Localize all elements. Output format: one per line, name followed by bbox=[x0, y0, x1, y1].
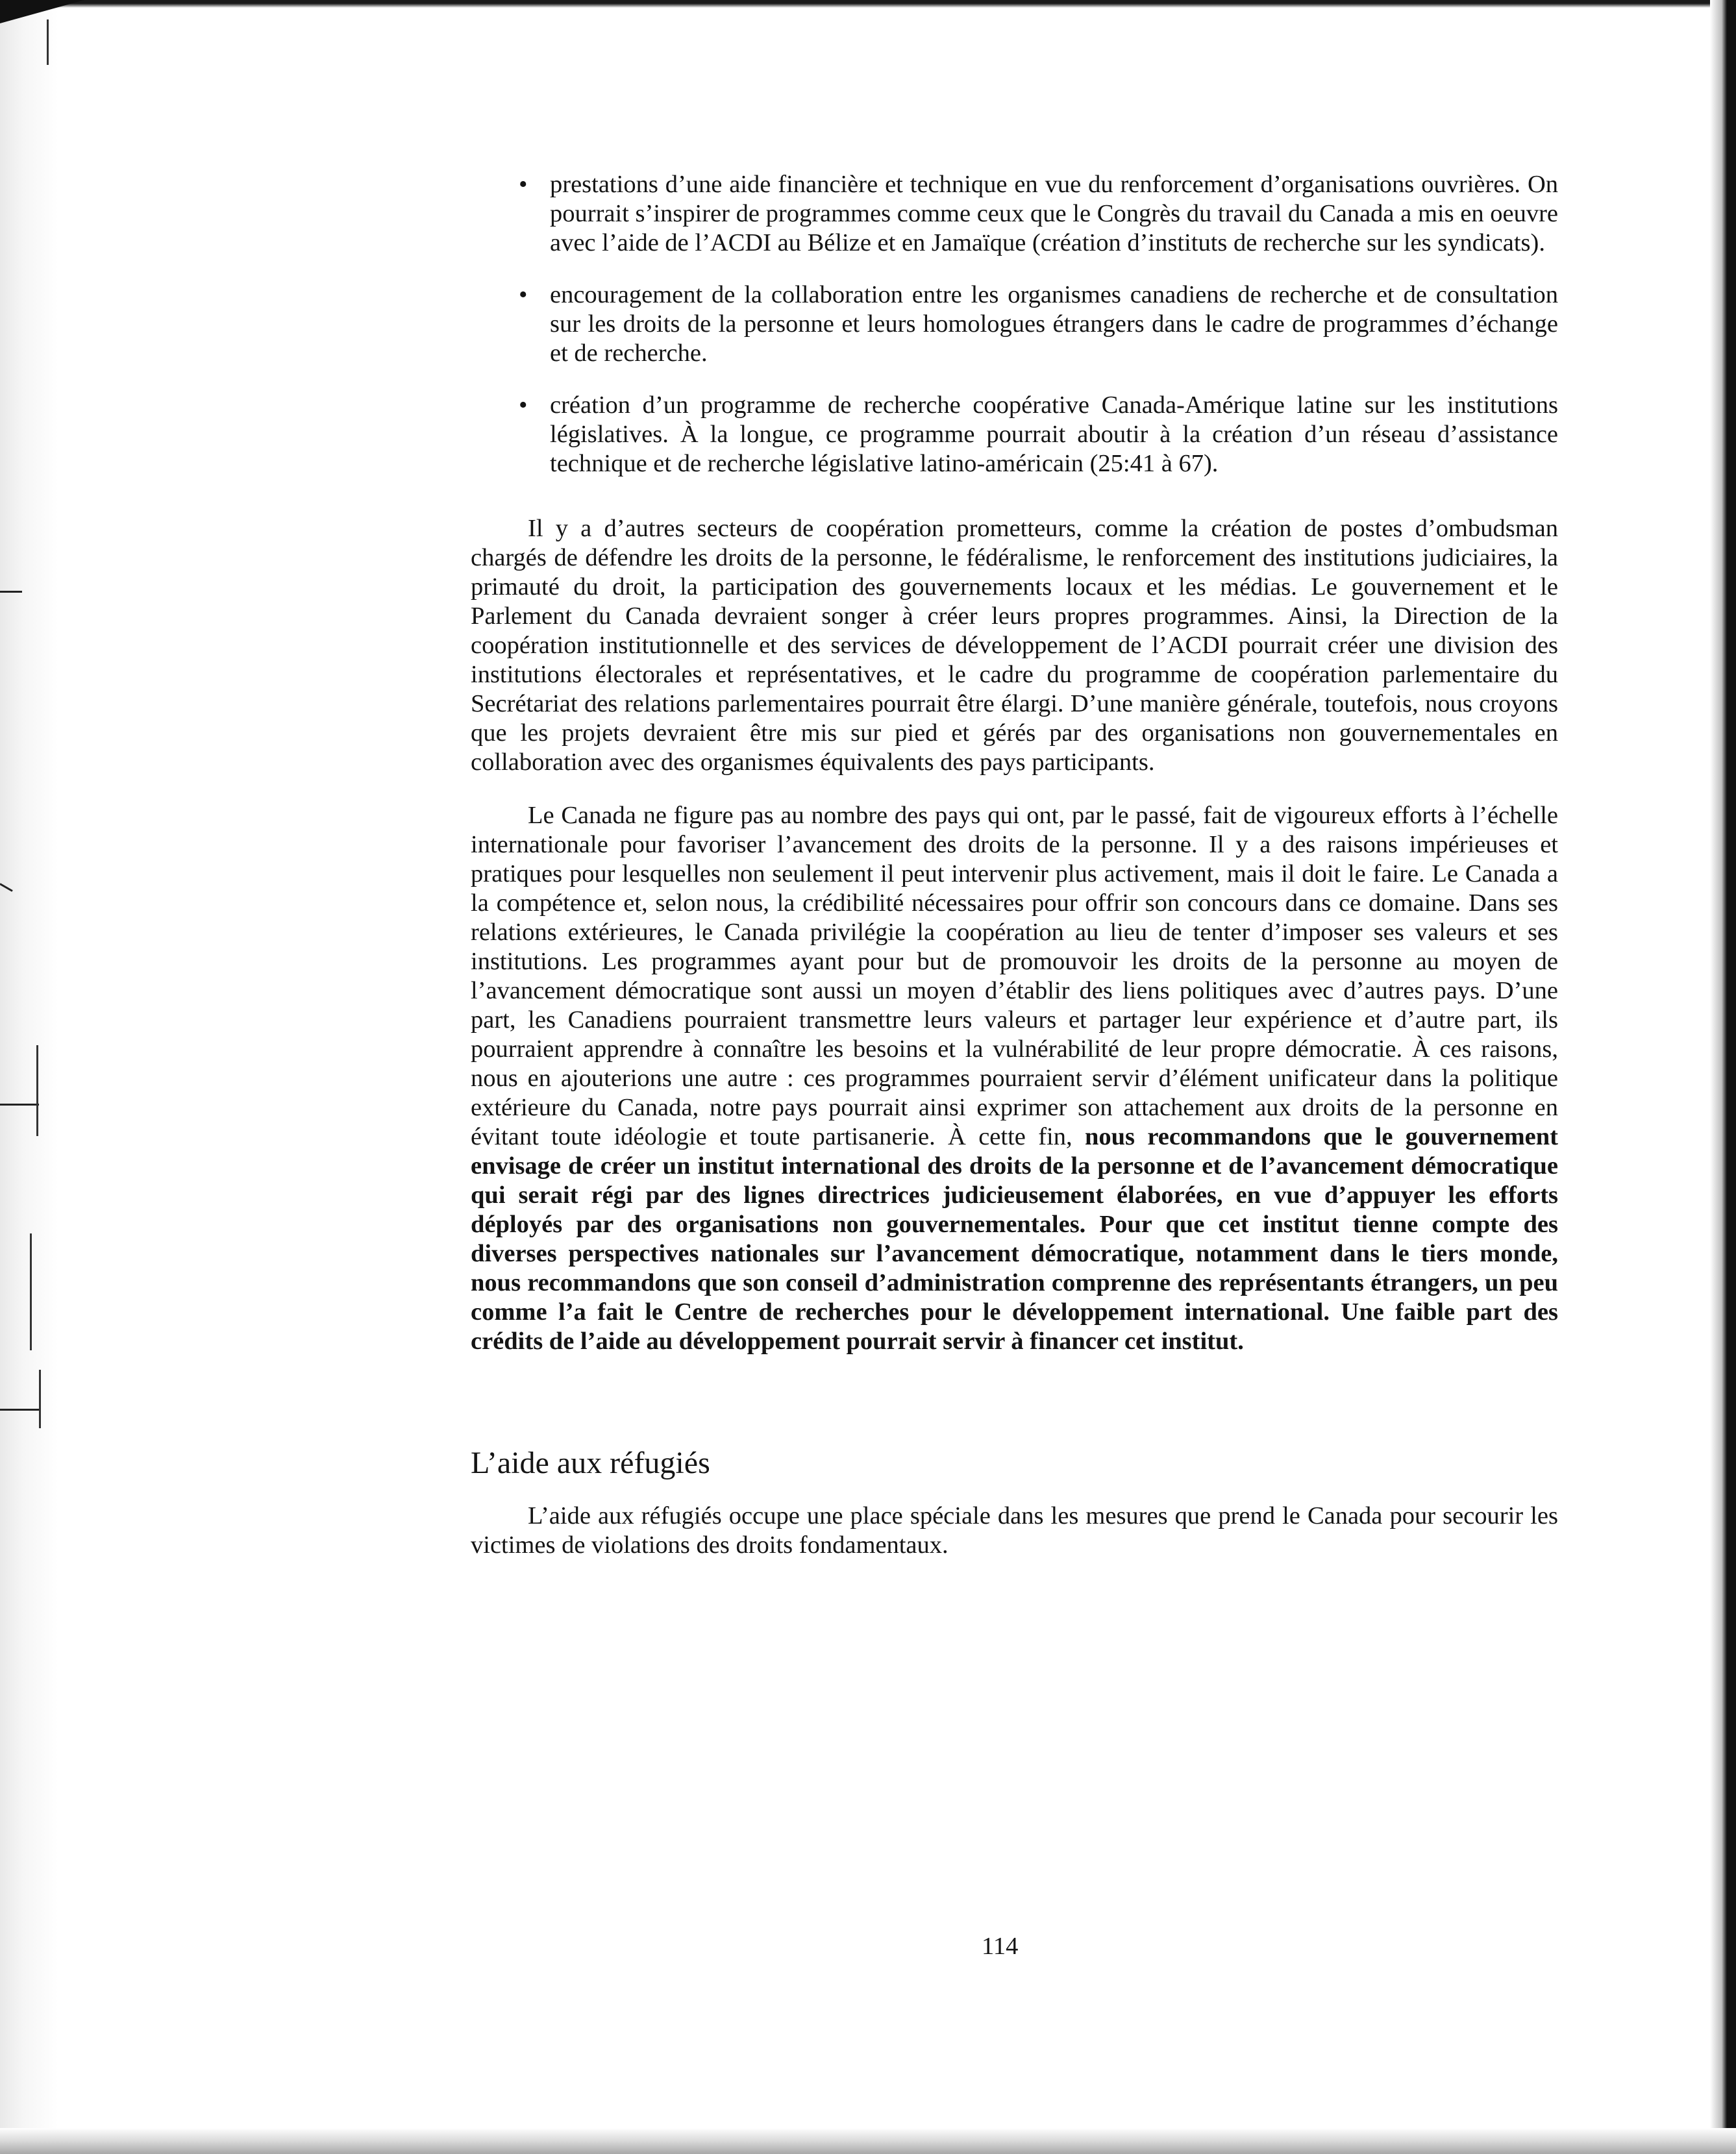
scan-bottom-edge bbox=[0, 2128, 1736, 2154]
scan-left-margin-shadow bbox=[0, 0, 58, 2154]
paragraph-text: pourrait créer une division des institutions électorales et représentatives, et le cadre du programme de coopération parlementaire du Secrétariat des relations parlementaires pourrait être élargi. D’une manière générale, toutefois, nous croyons que les projets devraient être mis sur pied et gérés par des organisations non gouvernementales en collaboration avec des organismes équivalents des pays participants. bbox=[471, 632, 1559, 776]
scan-mark bbox=[30, 1233, 32, 1350]
acronym: ACDI bbox=[1167, 632, 1228, 659]
scan-mark bbox=[0, 1409, 39, 1411]
body-paragraph bbox=[471, 801, 1558, 1356]
scan-top-edge bbox=[0, 0, 1736, 8]
document-page bbox=[471, 170, 1558, 1584]
list-item-text: prestations d’une aide financière et technique en vue du renforcement d’organisations ouvrières. On pourrait s’inspirer de programmes comme ceux que le Congrès du travail du Canada a mis en oeuvre avec l’aide de l’ACDI au Bélize et en Jamaïque (création d’instituts de recherche sur les syndicats). bbox=[550, 171, 1558, 256]
scan-corner-fold bbox=[0, 0, 84, 23]
list-item bbox=[471, 170, 1558, 258]
paragraph-text: Il y a d’autres secteurs de coopération prometteurs, comme la création de postes d’ombudsman chargés de défendre les droits de la personne, le fédéralisme, le renforcement des institutions judiciaires, la primauté du droit, la participation des gouvernements locaux et les médias. Le gouvernement et le Parlement du Canada devraient songer à créer leurs propres programmes. Ainsi, la Direction de la coopération institutionnelle et des services de développement de l’ bbox=[471, 515, 1558, 659]
bullet-icon: • bbox=[519, 391, 528, 419]
recommendation-text: nous recommandons que le gouvernement envisage de créer un institut international des droits de la personne et de l’avancement démocratique qui serait régi par des lignes directrices judicieusement élaborées, en vue d’appuyer les efforts déployés par des organisations non gouvernementales. Pour que cet institut tienne compte des diverses perspectives nationales sur l’avancement démocratique, notamment dans le tiers monde, nous recommandons que son conseil d’administration comprenne des représentants étrangers, un peu comme l’a fait le Centre de recherches pour le développement international. Une faible part des crédits de l’aide au développement pourrait servir à financer cet institut. bbox=[471, 1123, 1558, 1355]
scan-mark bbox=[39, 1370, 41, 1428]
section-heading: L’aide aux réfugiés bbox=[471, 1446, 710, 1480]
list-item bbox=[471, 391, 1558, 478]
paragraph-text: L’aide aux réfugiés occupe une place spéciale dans les mesures que prend le Canada pour secourir les victimes de violations des droits fondamentaux. bbox=[471, 1502, 1558, 1559]
recommendation-list bbox=[471, 170, 1558, 478]
list-item-text: création d’un programme de recherche coopérative Canada-Amérique latine sur les institutions législatives. À la longue, ce programme pourrait aboutir à la création d’un réseau d’assistance technique et de recherche législative latino-américain (25:41 à 67). bbox=[550, 391, 1558, 477]
bullet-icon: • bbox=[519, 171, 528, 198]
list-item bbox=[471, 280, 1558, 368]
scan-mark bbox=[0, 591, 22, 593]
paragraph-text: Le Canada ne figure pas au nombre des pays qui ont, par le passé, fait de vigoureux efforts à l’échelle internationale pour favoriser l’avancement des droits de la personne. Il y a des raisons impérieuses et pratiques pour lesquelles non seulement il peut intervenir plus activement, mais il doit le faire. Le Canada a la compétence et, selon nous, la crédibilité nécessaires pour offrir son concours dans ce domaine. Dans ses relations extérieures, le Canada privilégie la coopération au lieu de tenter d’imposer ses valeurs et ses institutions. Les programmes ayant pour but de promouvoir les droits de la personne au moyen de l’avancement démocratique sont aussi un moyen d’établir des liens politiques avec d’autres pays. D’une part, les Canadiens pourraient transmettre leurs valeurs et partager leur expérience et d’autre part, ils pourraient apprendre à connaître les besoins et la vulnérabilité de leur propre démocratie. À ces raisons, nous en ajouterions une autre : ces programmes pourraient servir d’élément unificateur dans la politique extérieure du Canada, notre pays pourrait ainsi exprimer son attachement aux droits de la personne en évitant toute idéologie et toute partisanerie. À cette fin, bbox=[471, 802, 1558, 1150]
body-paragraph bbox=[471, 1502, 1558, 1560]
page-number: 114 bbox=[982, 1933, 1019, 1960]
body-paragraph bbox=[471, 514, 1558, 777]
scan-mark bbox=[0, 1104, 39, 1106]
scan-right-edge bbox=[1710, 0, 1736, 2154]
scan-mark bbox=[47, 19, 49, 65]
list-item-text: encouragement de la collaboration entre les organismes canadiens de recherche et de consultation sur les droits de la personne et leurs homologues étrangers dans le cadre de programmes d’échange et de recherche. bbox=[550, 281, 1558, 367]
bullet-icon: • bbox=[519, 281, 528, 308]
scan-mark bbox=[36, 1045, 38, 1136]
